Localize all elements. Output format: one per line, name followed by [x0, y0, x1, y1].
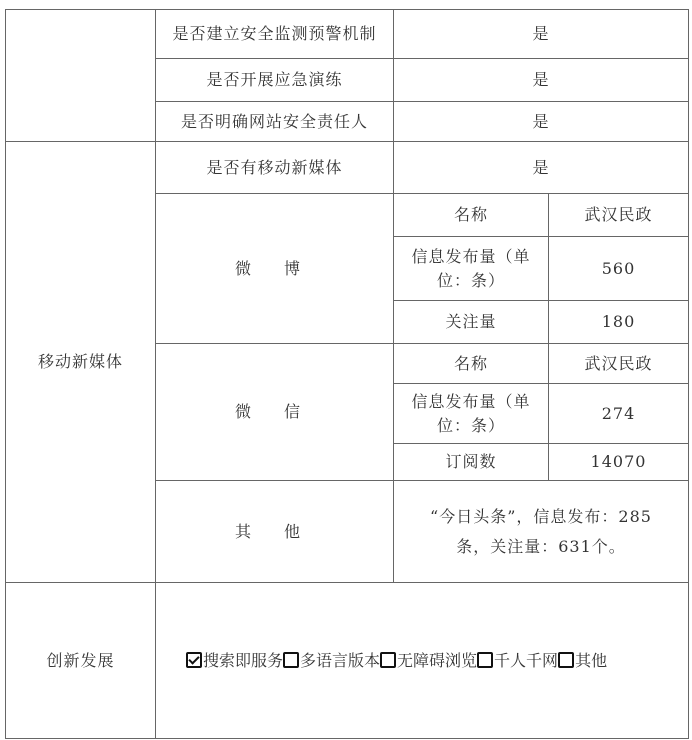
- weibo-followers: 180: [549, 301, 689, 344]
- checkbox-icon[interactable]: [558, 652, 574, 668]
- row-value: 是: [394, 59, 689, 102]
- weixin-name: 武汉民政: [549, 344, 689, 384]
- checkbox-icon[interactable]: [283, 652, 299, 668]
- row-value: 是: [394, 102, 689, 142]
- checkbox-checked-icon[interactable]: [186, 652, 202, 668]
- row-label: 是否明确网站安全责任人: [156, 102, 394, 142]
- weibo-name-label: 名称: [394, 194, 549, 237]
- weixin-subscribers-label: 订阅数: [394, 444, 549, 481]
- weixin-subscribers: 14070: [549, 444, 689, 481]
- checkbox-icon[interactable]: [380, 652, 396, 668]
- checkbox-icon[interactable]: [477, 652, 493, 668]
- option-search-service[interactable]: 搜索即服务: [186, 651, 283, 670]
- row-label: 是否有移动新媒体: [156, 142, 394, 194]
- section-label-innovation: 创新发展: [6, 583, 156, 739]
- other-media-label: 其 他: [156, 481, 394, 583]
- weibo-followers-label: 关注量: [394, 301, 549, 344]
- section-label-mobile-media: 移动新媒体: [6, 142, 156, 583]
- innovation-options: [156, 583, 689, 739]
- row-value: 是: [394, 10, 689, 59]
- weixin-name-label: 名称: [394, 344, 549, 384]
- other-media-value: “今日头条”，信息发布：285条，关注量：631个。: [394, 481, 689, 583]
- weibo-posts: 560: [549, 237, 689, 301]
- option-accessibility[interactable]: 无障碍浏览: [380, 651, 477, 670]
- report-table: [5, 9, 689, 739]
- option-multilingual[interactable]: 多语言版本: [283, 651, 380, 670]
- weibo-posts-label: 信息发布量（单位：条）: [394, 237, 549, 301]
- weibo-label: 微 博: [156, 194, 394, 344]
- empty-section-cell: [6, 10, 156, 142]
- weixin-posts: 274: [549, 384, 689, 444]
- option-other[interactable]: 其他: [558, 651, 607, 670]
- row-label: 是否开展应急演练: [156, 59, 394, 102]
- weibo-name: 武汉民政: [549, 194, 689, 237]
- weixin-label: 微 信: [156, 344, 394, 481]
- row-value: 是: [394, 142, 689, 194]
- row-label: 是否建立安全监测预警机制: [156, 10, 394, 59]
- weixin-posts-label: 信息发布量（单位：条）: [394, 384, 549, 444]
- option-personalized[interactable]: 千人千网: [477, 651, 558, 670]
